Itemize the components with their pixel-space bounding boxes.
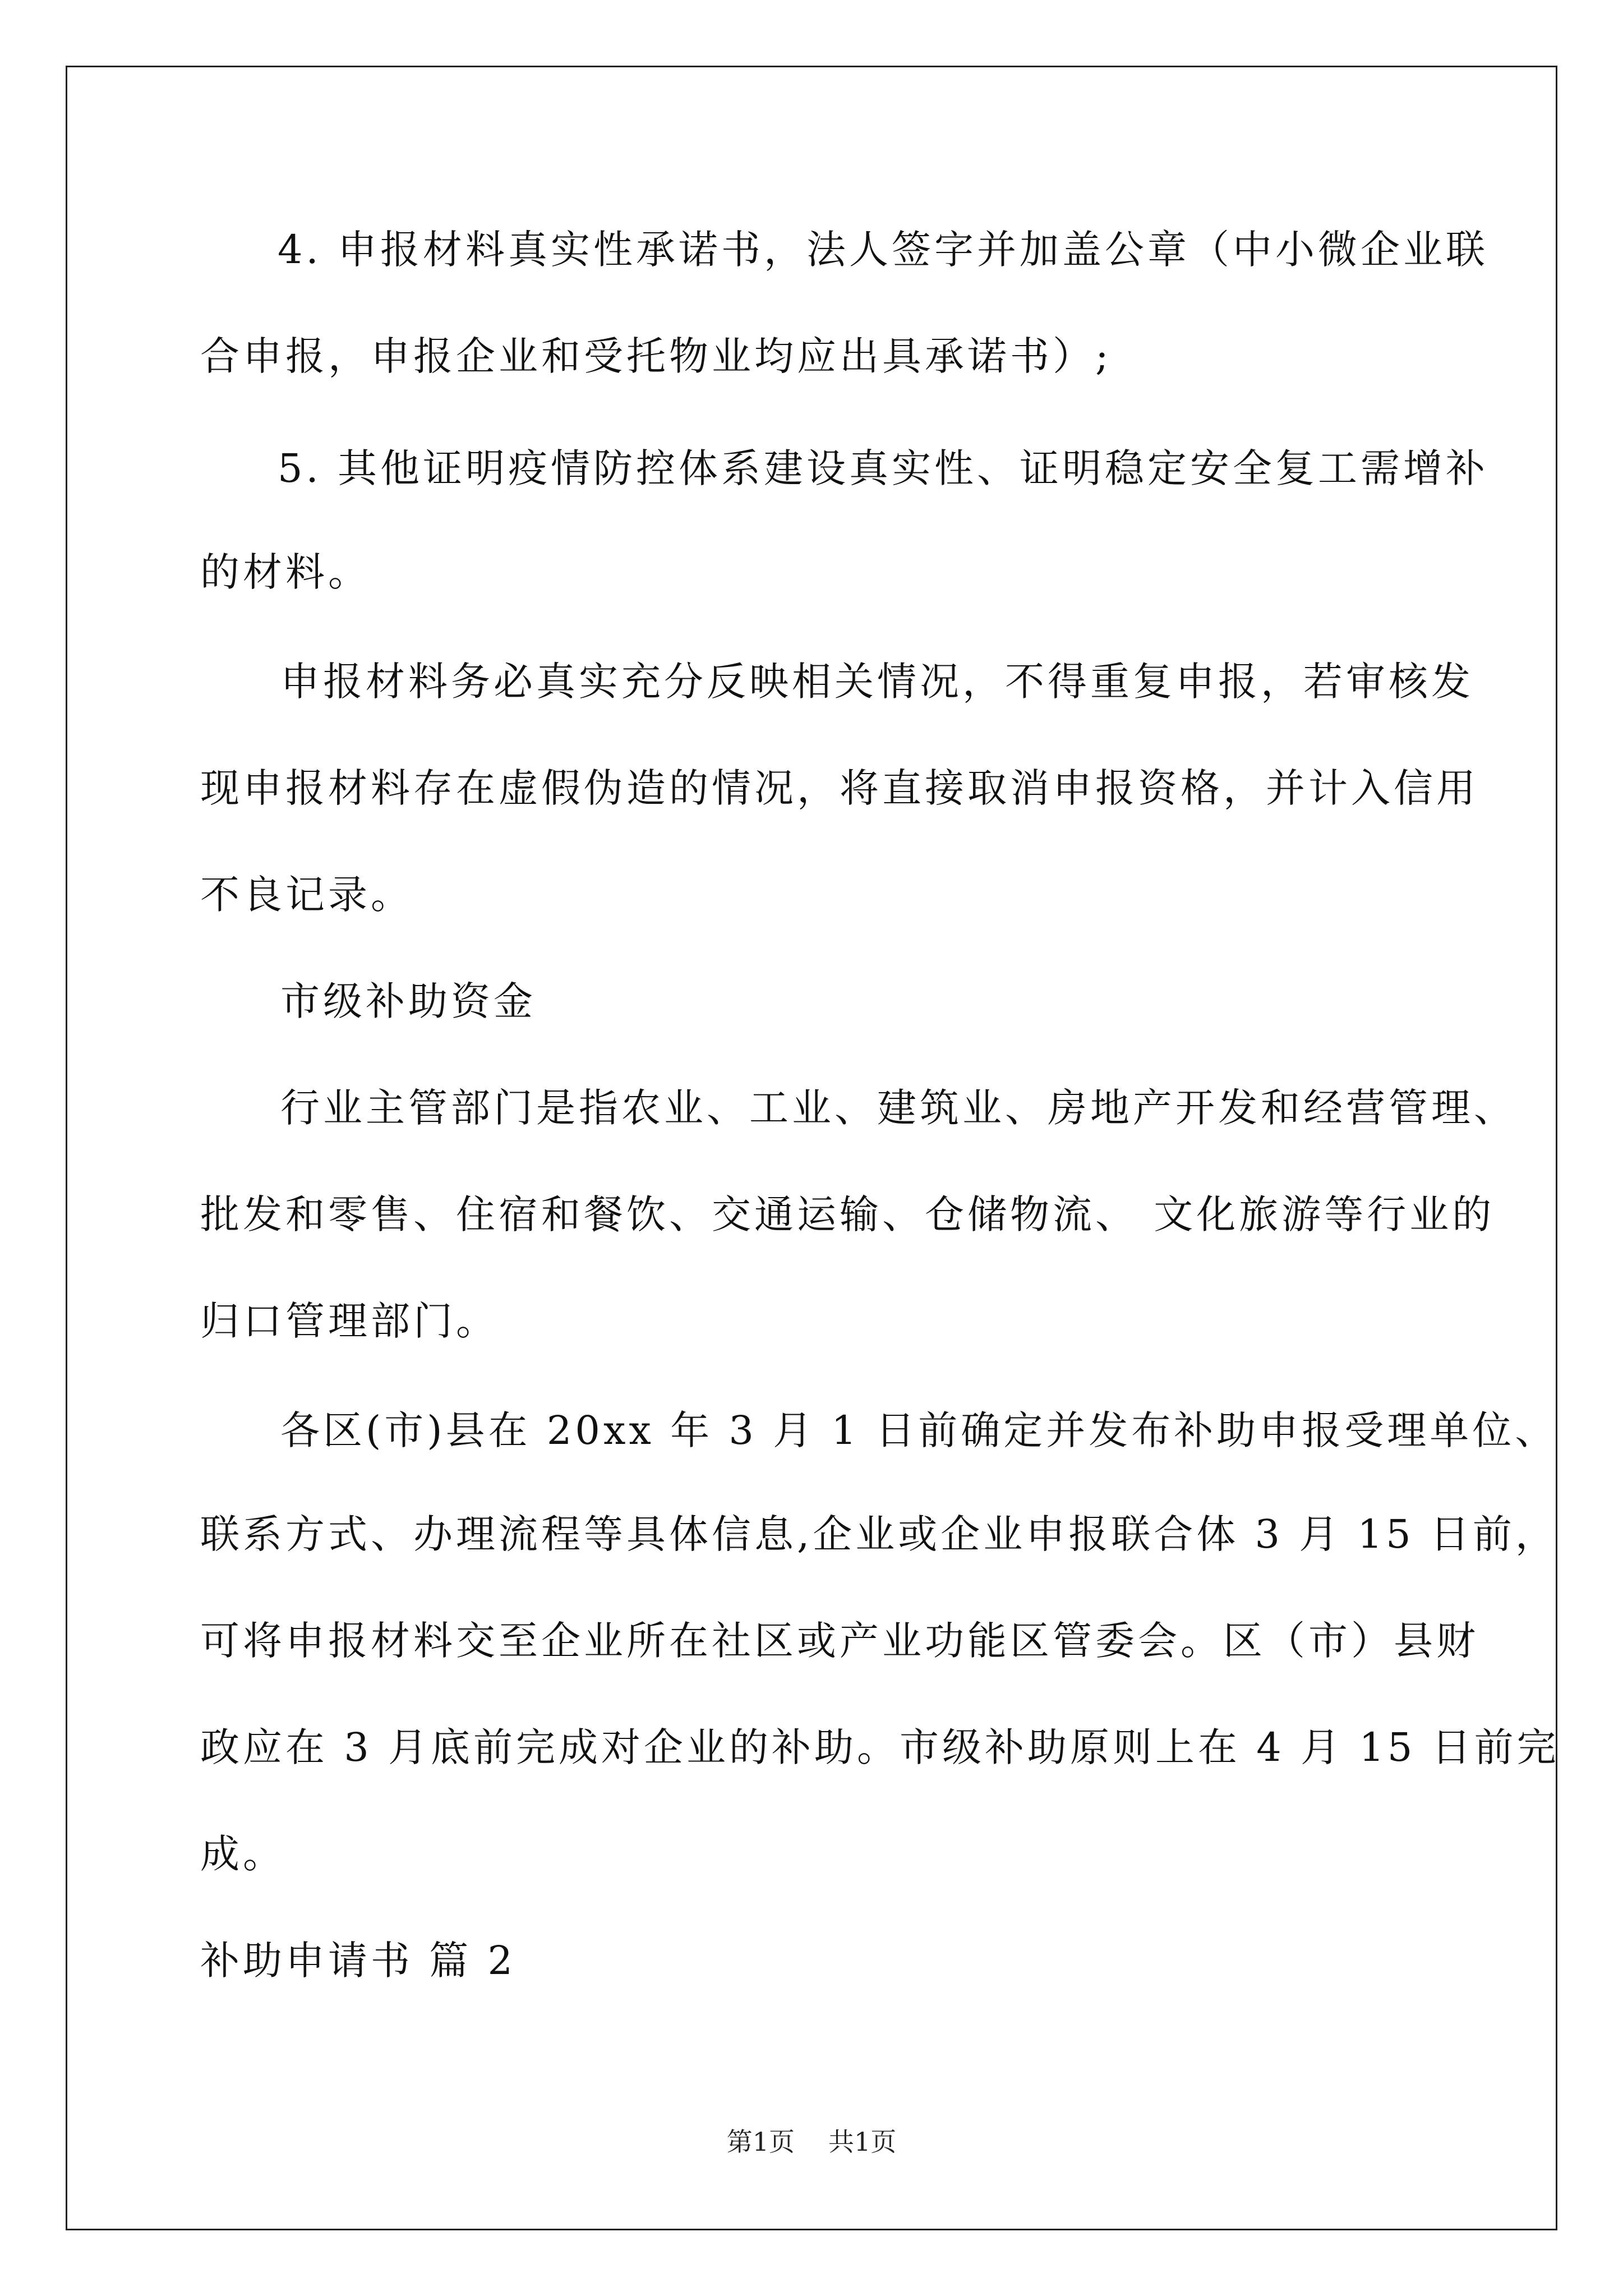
- line-item-4-part1: 4. 申报材料真实性承诺书，法人签字并加盖公章（中小微企业联: [278, 227, 1489, 273]
- para-timeline-line2: 联系方式、办理流程等具体信息,企业或企业申报联合体 3 月 15 日前，: [200, 1511, 1558, 1557]
- page-number: 第1页: [726, 2127, 795, 2157]
- para-authenticity-line1: 申报材料务必真实充分反映相关情况，不得重复申报，若审核发: [280, 659, 1474, 705]
- page-border: [66, 66, 1560, 2230]
- section-heading-part2: 补助申请书 篇 2: [200, 1938, 517, 1984]
- page-footer: [0, 2129, 1623, 2155]
- line-item-4-part2: 合申报，申报企业和受托物业均应出具承诺书）;: [200, 333, 1112, 379]
- para-timeline-line1: 各区(市)县在 20xx 年 3 月 1 日前确定并发布补助申报受理单位、: [280, 1407, 1558, 1453]
- para-departments-line2: 批发和零售、住宿和餐饮、交通运输、仓储物流、 文化旅游等行业的: [200, 1191, 1495, 1237]
- line-item-5-part2: 的材料。: [200, 549, 371, 595]
- page-total: 共1页: [828, 2127, 897, 2157]
- para-timeline-line4: 政应在 3 月底前完成对企业的补助。市级补助原则上在 4 月 15 日前完: [200, 1724, 1560, 1770]
- para-timeline-line5: 成。: [200, 1831, 285, 1877]
- para-authenticity-line3: 不良记录。: [200, 872, 413, 918]
- para-authenticity-line2: 现申报材料存在虚假伪造的情况，将直接取消申报资格，并计入信用: [200, 765, 1479, 811]
- para-timeline-line3: 可将申报材料交至企业所在社区或产业功能区管委会。区（市）县财: [200, 1618, 1479, 1664]
- line-item-5-part1: 5. 其他证明疫情防控体系建设真实性、证明稳定安全复工需增补: [278, 445, 1489, 491]
- section-heading-city-subsidy: 市级补助资金: [280, 978, 536, 1024]
- para-departments-line3: 归口管理部门。: [200, 1298, 499, 1344]
- para-departments-line1: 行业主管部门是指农业、工业、建筑业、房地产开发和经营管理、: [280, 1085, 1516, 1131]
